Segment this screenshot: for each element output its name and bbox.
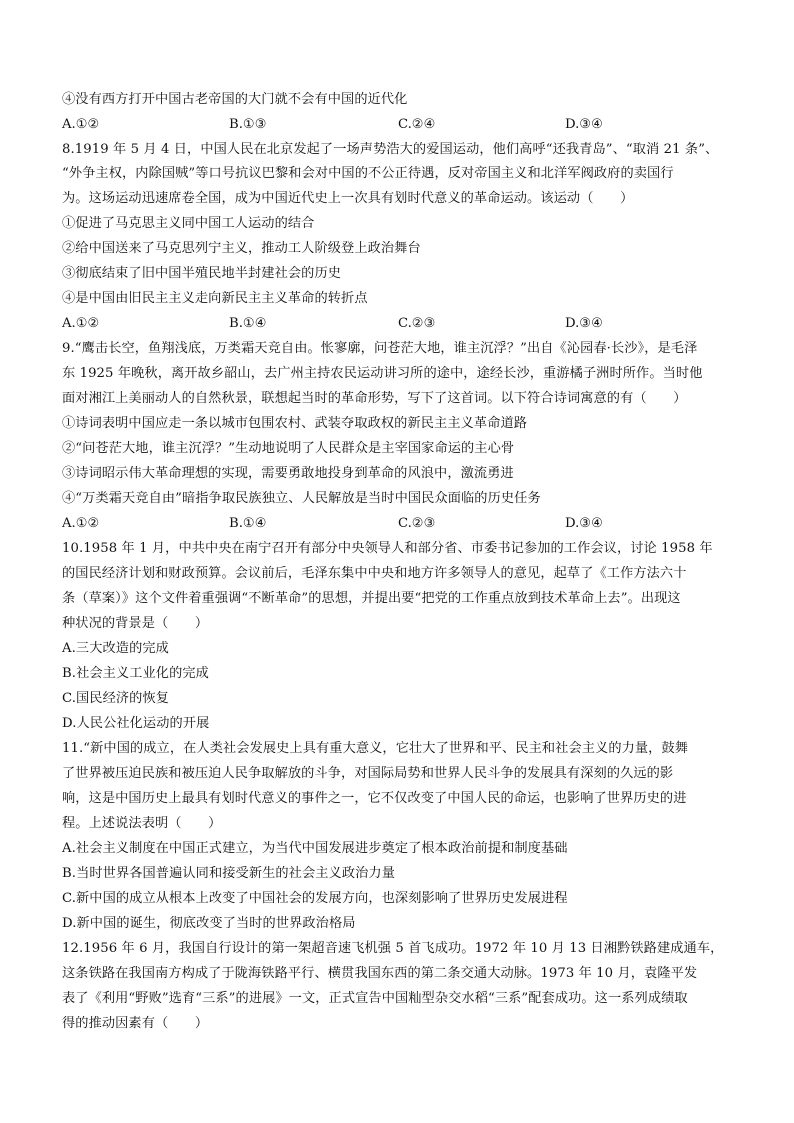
q9-options [62,515,742,533]
q8-stem-line: 8.1919 年 5 月 4 日，中国人民在北京发起了一场声势浩大的爱国运动，他们高呼“还我青岛”、“取消 21 条”、 [62,142,719,157]
q10-stem-line: 种状况的背景是（ ） [62,616,209,631]
q8-item-1: ①促进了马克思主义同中国工人运动的结合 [62,216,315,231]
q12-stem-line: 这条铁路在我国南方构成了于陇海铁路平行、横贯我国东西的第二条交通大动脉。1973 年 10 月，袁隆平发 [62,966,698,981]
q8-stem-line: 为。这场运动迅速席卷全国，成为中国近代史上一次具有划时代意义的革命运动。该运动（ ） [62,191,634,206]
q8-option-a: A.①② [62,316,100,331]
q10-choice-d: D.人民公社化运动的开展 [62,716,210,731]
q9-item-3: ③诗词昭示伟大革命理想的实现，需要勇敢地投身到革命的风浪中，激流勇进 [62,466,514,481]
q9-stem-line: 9.“鹰击长空，鱼翔浅底，万类霜天竞自由。怅寥廓，问苍茫大地，谁主沉浮？”出自《沁园春·长沙》，是毛泽 [62,341,698,356]
q8-item-2: ②给中国送来了马克思列宁主义，推动工人阶级登上政治舞台 [62,241,421,256]
q9-option-d: D.③④ [565,516,603,531]
q8-item-4: ④是中国由旧民主主义走向新民主主义革命的转折点 [62,291,368,306]
q9-stem-line: 面对湘江上美丽动人的自然秋景，联想起当时的革命形势，写下了这首词。以下符合诗词寓意的有（ ） [62,391,687,406]
q8-stem-line: “外争主权，内除国贼”等口号抗议巴黎和会对中国的不公正待遇，反对帝国主义和北洋军阀政府的卖国行 [62,166,674,181]
q7-options [62,116,742,134]
q11-choice-b: B.当时世界各国普遍认同和接受新生的社会主义政治力量 [62,866,395,881]
q10-choice-a: A.三大改造的完成 [62,641,169,656]
q9-option-b: B.①④ [229,516,267,531]
q11-stem-line: 了世界被压迫民族和被压迫人民争取解放的斗争，对国际局势和世界人民斗争的发展具有深刻的久远的影 [62,766,674,781]
q10-stem-line: 的国民经济计划和财政预算。会议前后，毛泽东集中中央和地方许多领导人的意见，起草了《工作方法六十 [62,566,687,581]
q8-options [62,315,742,333]
q11-stem-line: 11.“新中国的成立，在人类社会发展史上具有重大意义，它壮大了世界和平、民主和社会主义的力量，鼓舞 [62,741,689,756]
q10-choice-c: C.国民经济的恢复 [62,691,170,706]
q11-stem-line: 响，这是中国历史上最具有划时代意义的事件之一，它不仅改变了中国人民的命运，也影响了世界历史的进 [62,791,687,806]
q8-option-b: B.①④ [229,316,267,331]
q9-item-1: ①诗词表明中国应走一条以城市包围农村、武装夺取政权的新民主主义革命道路 [62,416,528,431]
q9-option-a: A.①② [62,516,100,531]
q7-option-a: A.①② [62,117,100,132]
q12-stem-line: 表了《利用“野败”选育“三系”的进展》一文，正式宣告中国籼型杂交水稻“三系”配套成功。这一系列成绩取 [62,991,688,1006]
q10-stem-line: 条（草案）》这个文件着重强调“不断革命”的思想，并提出要“把党的工作重点放到技术革命上去”。出现这 [62,591,681,606]
q9-item-2: ②“问苍茫大地，谁主沉浮？”生动地说明了人民群众是主宰国家命运的主心骨 [62,441,515,456]
q11-stem-line: 程。上述说法表明（ ） [62,816,222,831]
q11-choice-c: C.新中国的成立从根本上改变了中国社会的发展方向，也深刻影响了世界历史发展进程 [62,891,568,906]
q8-option-d: D.③④ [565,316,603,331]
q12-stem-line: 得的推动因素有（ ） [62,1016,209,1031]
q7-option-c: C.②④ [398,117,436,132]
q9-option-c: C.②③ [398,516,436,531]
q9-item-4: ④“万类霜天竞自由”暗指争取民族独立、人民解放是当时中国民众面临的历史任务 [62,491,541,506]
q12-stem-line: 12.1956 年 6 月，我国自行设计的第一架超音速飞机强 5 首飞成功。1972 年 10 月 13 日湘黔铁路建成通车， [62,941,724,956]
q10-choice-b: B.社会主义工业化的完成 [62,666,209,681]
q8-item-3: ③彻底结束了旧中国半殖民地半封建社会的历史 [62,266,342,281]
q7-option-b: B.①③ [229,117,267,132]
q10-stem-line: 10.1958 年 1 月，中共中央在南宁召开有部分中央领导人和部分省、市委书记参加的工作会议，讨论 1958 年 [62,541,713,556]
q7-item-4: ④没有西方打开中国古老帝国的大门就不会有中国的近代化 [62,92,408,107]
q11-choice-d: D.新中国的诞生，彻底改变了当时的世界政治格局 [62,916,356,931]
q8-option-c: C.②③ [398,316,436,331]
q9-stem-line: 东 1925 年晚秋，离开故乡韶山，去广州主持农民运动讲习所的途中，途经长沙，重游橘子洲时所作。当时他 [62,366,703,381]
q7-option-d: D.③④ [565,117,603,132]
q11-choice-a: A.社会主义制度在中国正式建立，为当代中国发展进步奠定了根本政治前提和制度基础 [62,841,568,856]
